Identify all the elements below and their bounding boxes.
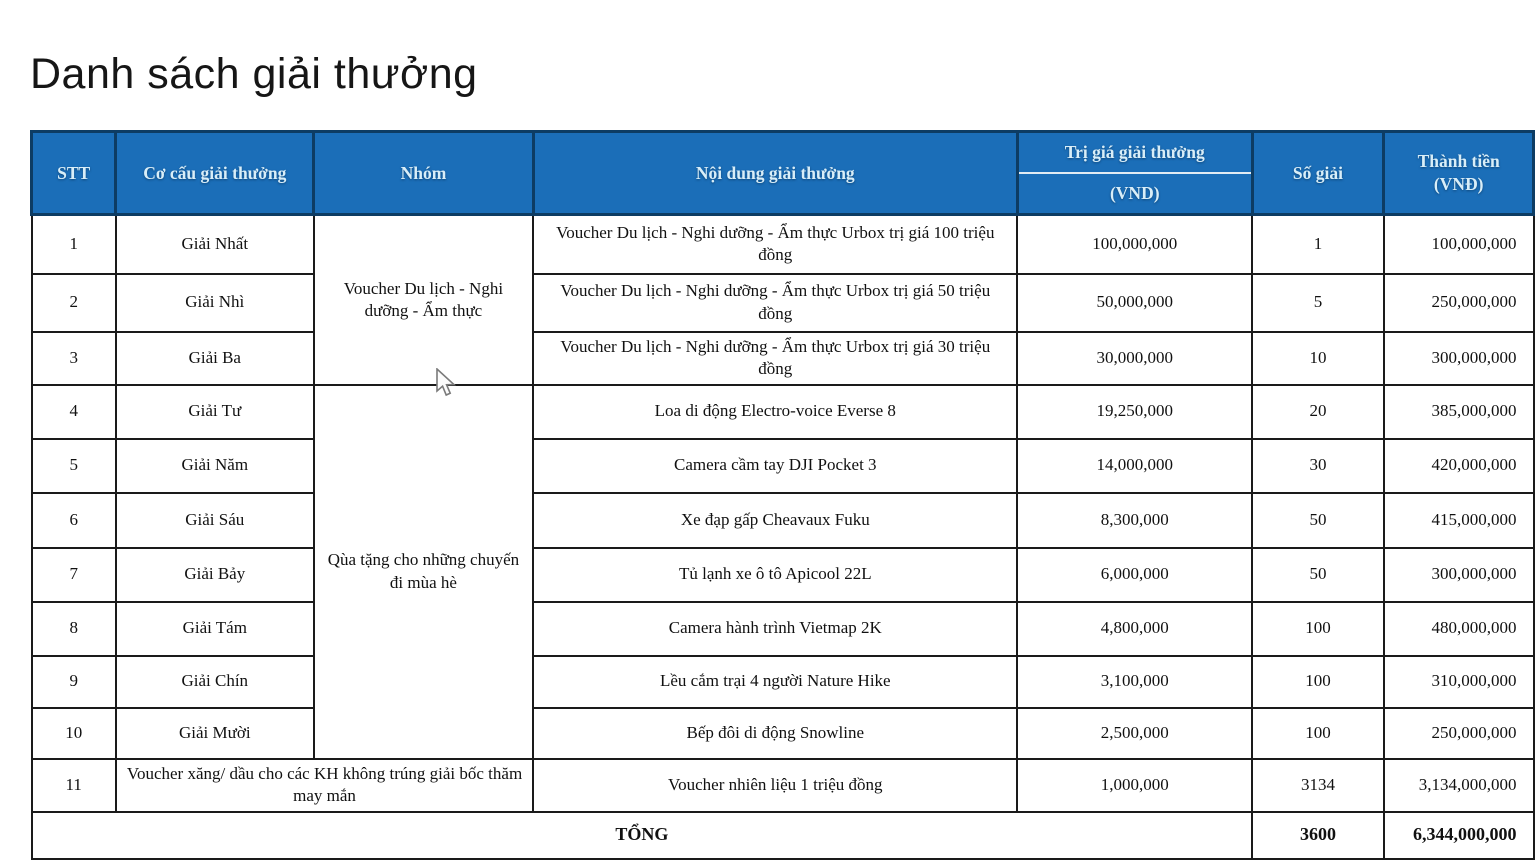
table-row xyxy=(32,602,1534,656)
cell-prize: Giải Chín xyxy=(116,656,314,708)
cell-count: 30 xyxy=(1252,439,1384,493)
cell-prize: Giải Tám xyxy=(116,602,314,656)
total-row xyxy=(32,812,1534,859)
table-row xyxy=(32,215,1534,274)
table-row xyxy=(32,548,1534,602)
cell-unit-value: 100,000,000 xyxy=(1017,215,1252,274)
cell-unit-value: 50,000,000 xyxy=(1017,274,1252,332)
cell-stt: 2 xyxy=(32,274,116,332)
table-row xyxy=(32,274,1534,332)
cell-prize-wide: Voucher xăng/ dầu cho các KH không trúng giải bốc thăm may mắn xyxy=(116,759,533,812)
col-header-stt: STT xyxy=(32,132,116,215)
page-title: Danh sách giải thưởng xyxy=(30,50,478,98)
table-row xyxy=(32,656,1534,708)
cell-content: Voucher nhiên liệu 1 triệu đồng xyxy=(533,759,1017,812)
cell-group-voucher: Voucher Du lịch - Nghi dưỡng - Ẩm thực xyxy=(314,215,534,385)
cell-prize: Giải Ba xyxy=(116,332,314,385)
table-row xyxy=(32,708,1534,759)
cell-prize: Giải Mười xyxy=(116,708,314,759)
cell-unit-value: 19,250,000 xyxy=(1017,385,1252,439)
cell-stt: 7 xyxy=(32,548,116,602)
col-header-thanh-tien-label: Thành tiền xyxy=(1417,151,1500,172)
col-header-tri-gia xyxy=(1017,132,1252,215)
table-row xyxy=(32,493,1534,548)
cell-count: 3134 xyxy=(1252,759,1384,812)
cell-amount: 250,000,000 xyxy=(1384,708,1534,759)
cell-count: 50 xyxy=(1252,548,1384,602)
cell-prize: Giải Nhất xyxy=(116,215,314,274)
col-header-so-giai: Số giải xyxy=(1252,132,1384,215)
cell-unit-value: 6,000,000 xyxy=(1017,548,1252,602)
cell-amount: 420,000,000 xyxy=(1384,439,1534,493)
cell-stt: 5 xyxy=(32,439,116,493)
cell-amount: 3,134,000,000 xyxy=(1384,759,1534,812)
cell-content: Voucher Du lịch - Nghi dưỡng - Ẩm thực Urbox trị giá 30 triệu đồng xyxy=(533,332,1017,385)
table-row xyxy=(32,439,1534,493)
cell-unit-value: 30,000,000 xyxy=(1017,332,1252,385)
cell-content: Camera hành trình Vietmap 2K xyxy=(533,602,1017,656)
cell-count: 100 xyxy=(1252,602,1384,656)
cell-unit-value: 8,300,000 xyxy=(1017,493,1252,548)
cell-content: Tủ lạnh xe ô tô Apicool 22L xyxy=(533,548,1017,602)
col-header-noi-dung: Nội dung giải thưởng xyxy=(533,132,1017,215)
total-count: 3600 xyxy=(1252,812,1384,859)
table-row xyxy=(32,332,1534,385)
table-header xyxy=(32,132,1534,215)
cell-content: Voucher Du lịch - Nghi dưỡng - Ẩm thực Urbox trị giá 50 triệu đồng xyxy=(533,274,1017,332)
cell-amount: 100,000,000 xyxy=(1384,215,1534,274)
col-header-tri-gia-unit: (VND) xyxy=(1109,183,1160,204)
cell-amount: 300,000,000 xyxy=(1384,332,1534,385)
cell-unit-value: 3,100,000 xyxy=(1017,656,1252,708)
cell-count: 100 xyxy=(1252,656,1384,708)
cell-amount: 310,000,000 xyxy=(1384,656,1534,708)
cell-amount: 300,000,000 xyxy=(1384,548,1534,602)
cell-unit-value: 14,000,000 xyxy=(1017,439,1252,493)
cell-group-qua-tang: Qùa tặng cho những chuyến đi mùa hè xyxy=(314,385,534,759)
cell-content: Loa di động Electro-voice Everse 8 xyxy=(533,385,1017,439)
col-header-co-cau: Cơ cấu giải thưởng xyxy=(116,132,314,215)
cell-content: Lều cắm trại 4 người Nature Hike xyxy=(533,656,1017,708)
cell-amount: 385,000,000 xyxy=(1384,385,1534,439)
cell-content: Voucher Du lịch - Nghi dưỡng - Ẩm thực Urbox trị giá 100 triệu đồng xyxy=(533,215,1017,274)
cell-content: Bếp đôi di động Snowline xyxy=(533,708,1017,759)
cell-count: 10 xyxy=(1252,332,1384,385)
cell-count: 100 xyxy=(1252,708,1384,759)
cell-count: 1 xyxy=(1252,215,1384,274)
cell-prize: Giải Bảy xyxy=(116,548,314,602)
cell-count: 50 xyxy=(1252,493,1384,548)
cell-prize: Giải Nhì xyxy=(116,274,314,332)
cell-stt: 4 xyxy=(32,385,116,439)
cell-stt: 8 xyxy=(32,602,116,656)
cell-stt: 3 xyxy=(32,332,116,385)
cell-prize: Giải Sáu xyxy=(116,493,314,548)
cell-content: Xe đạp gấp Cheavaux Fuku xyxy=(533,493,1017,548)
cell-count: 20 xyxy=(1252,385,1384,439)
cell-unit-value: 2,500,000 xyxy=(1017,708,1252,759)
cell-amount: 415,000,000 xyxy=(1384,493,1534,548)
col-header-thanh-tien xyxy=(1384,132,1534,215)
cell-unit-value: 4,800,000 xyxy=(1017,602,1252,656)
col-header-tri-gia-label: Trị giá giải thưởng xyxy=(1019,133,1251,174)
col-header-nhom: Nhóm xyxy=(314,132,534,215)
cell-amount: 480,000,000 xyxy=(1384,602,1534,656)
cell-stt: 10 xyxy=(32,708,116,759)
cell-prize: Giải Tư xyxy=(116,385,314,439)
cell-unit-value: 1,000,000 xyxy=(1017,759,1252,812)
prize-table xyxy=(30,130,1535,860)
table-row xyxy=(32,385,1534,439)
table-row xyxy=(32,759,1534,812)
total-label: TỔNG xyxy=(32,812,1253,859)
col-header-thanh-tien-unit: (VNĐ) xyxy=(1433,174,1484,194)
header-row xyxy=(32,132,1534,215)
cell-count: 5 xyxy=(1252,274,1384,332)
cell-prize: Giải Năm xyxy=(116,439,314,493)
cell-amount: 250,000,000 xyxy=(1384,274,1534,332)
cell-stt: 1 xyxy=(32,215,116,274)
cell-stt: 9 xyxy=(32,656,116,708)
cell-content: Camera cầm tay DJI Pocket 3 xyxy=(533,439,1017,493)
cell-stt: 6 xyxy=(32,493,116,548)
cell-stt: 11 xyxy=(32,759,116,812)
total-amount: 6,344,000,000 xyxy=(1384,812,1534,859)
